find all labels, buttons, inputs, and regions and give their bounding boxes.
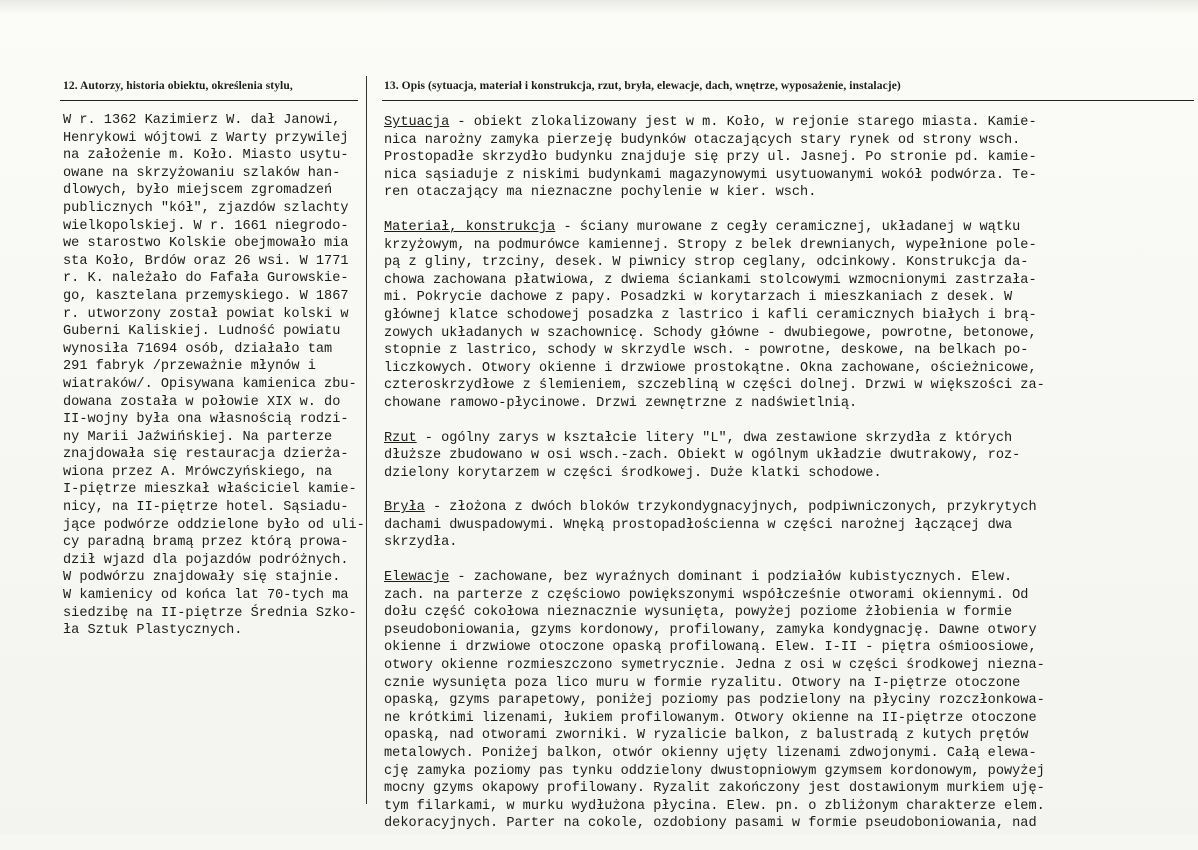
paragraph-text: - obiekt zlokalizowany jest w m. Koło, w rejonie starego miasta. Kamie- <box>449 115 1037 130</box>
description-line: dekoracyjnych. Parter na cokole, ozdobiony pasami w formie pseudoboniowania, nad <box>384 816 1037 832</box>
paragraph-lead: Elewacje <box>384 570 450 586</box>
history-line: W podwórzu znajdowały się stajnie. <box>63 570 341 586</box>
description-line: okienne i drzwiowe otoczone opaską profilowaną. Elew. I-II - piętra ośmioosiowe, <box>384 640 1037 656</box>
description-line: chowa zachowana płatwiowa, z dwiema ściankami stolcowymi wzmocnionymi zastrzała- <box>384 272 1037 288</box>
history-line: dowana została w połowie XIX w. do <box>63 394 341 410</box>
description-line <box>384 219 1194 237</box>
description-line: opaską, nad otworami zworniki. W ryzalicie balkon, z balustradą z kutych prętów <box>384 728 1029 744</box>
right-header-rule <box>382 100 1194 101</box>
history-line: II-wojny była ona własnością rodzi- <box>63 412 349 428</box>
history-line: siedzibę na II-piętrze Średnia Szko- <box>63 605 357 621</box>
description-line: nica narożny zamyka pierzeję budynków otaczających stary rynek od strony wsch. <box>384 132 1021 148</box>
paragraph-lead: Rzut <box>384 430 417 446</box>
description-text <box>384 114 1194 850</box>
description-line: krzyżowym, na podmurówce kamiennej. Stropy z belek drewnianych, wypełnione pole- <box>384 237 1037 253</box>
description-line: dachami dwuspadowymi. Wnęką prostopadłościenna w części narożnej łączącej dwa <box>384 517 1013 533</box>
description-line: mocny gzyms okapowy profilowany. Ryzalit zakończony jest dostawionym murkiem uję- <box>384 781 1045 797</box>
history-line: nicy, na II-piętrze hotel. Sąsiadu- <box>63 500 349 516</box>
page-top-shadow <box>0 0 1198 14</box>
description-line: mi. Pokrycie dachowe z papy. Posadzki w korytarzach i mieszkaniach z desek. W <box>384 290 1013 306</box>
history-line: cy paradną bramą przez którą prowa- <box>63 535 349 551</box>
history-line: ny Marii Jaźwińskiej. Na parterze <box>63 429 333 445</box>
history-line: Henrykowi wójtowi z Warty przywilej <box>63 130 349 146</box>
description-line: cznie wysunięta poza lico muru w formie ryzalitu. Otwory na I-piętrze otoczone <box>384 675 1021 691</box>
description-line <box>384 569 1194 587</box>
description-line: tym filarkami, w murku wydłużona płycina. Elew. pn. o zbliżonym charakterze elem. <box>384 798 1045 814</box>
description-line: nica sąsiaduje z niskimi budynkami magazynowymi usytuowanymi wokół podwórza. Te- <box>384 167 1037 183</box>
history-line: I-piętrze mieszkał właściciel kamie- <box>63 482 357 498</box>
history-line: we starostwo Kolskie obejmowało mia <box>63 236 349 252</box>
description-line: skrzydła. <box>384 535 458 551</box>
description-line: głównej klatce schodowej posadzka z lastrico i kafli ceramicznych białych i brą- <box>384 307 1037 323</box>
history-line: Guberni Kaliskiej. Ludność powiatu <box>63 324 341 340</box>
history-line: go, kasztelana przemyskiego. W 1867 <box>63 288 349 304</box>
history-line: wiatraków/. Opisywana kamienica zbu- <box>63 376 357 392</box>
description-line: ren otaczający ma nieznaczne pochylenie w kier. wsch. <box>384 185 817 201</box>
history-line: znajdowała się restauracja dzierża- <box>63 447 349 463</box>
history-line: dził wjazd dla pojazdów podróżnych. <box>63 552 349 568</box>
section-13-header: 13. Opis (sytuacja, materiał i konstrukcja, rzut, bryła, elewacje, dach, wnętrze, wyposażenie, instalacje) <box>384 80 901 92</box>
history-line: W r. 1362 Kazimierz W. dał Janowi, <box>63 113 341 128</box>
description-line: pą z gliny, trzciny, desek. W piwnicy strop ceglany, odcinkowy. Konstrukcja da- <box>384 255 1029 271</box>
description-line: zach. na parterze z częściowo powiększonymi współcześnie otworami okiennymi. Od <box>384 587 1029 603</box>
description-line: otwory okienne rozmieszczono symetrycznie. Jedna z osi w części środkowej niezna- <box>384 658 1045 674</box>
paragraph-text: - złożona z dwóch bloków trzykondygnacyjnych, podpiwniczonych, przykrytych <box>424 500 1037 516</box>
description-paragraph <box>384 499 1194 552</box>
description-line: zowych układanych w szachownicę. Schody główne - dwubiegowe, powrotne, betonowe, <box>384 325 1037 341</box>
history-line: ła Sztuk Plastycznych. <box>63 623 243 639</box>
description-line: ne krótkimi lizenami, łukiem profilowanym. Otwory okienne na II-piętrze otoczone <box>384 710 1037 726</box>
history-line: wielkopolskiej. W r. 1661 niegrodo- <box>63 218 349 234</box>
description-line <box>384 114 1194 132</box>
paragraph-lead: Materiał, konstrukcja <box>384 219 556 235</box>
description-line: cję zamyka poziomy pas tynku oddzielony dwustopniowym gzymsem kordonowym, powyżej <box>384 763 1045 779</box>
description-line: dołu część cokołowa nieznacznie wysunięta, powyżej poziome żłobienia w formie <box>384 605 1013 621</box>
description-line: metalowych. Poniżej balkon, otwór okienny ujęty lizenami zdwojonymi. Całą elewa- <box>384 746 1037 761</box>
paragraph-text: - zachowane, bez wyraźnych dominant i podziałów kubistycznych. Elew. <box>449 570 1013 586</box>
description-line: stopnie z lastrico, schody w skrzydle wsch. - powrotne, deskowe, na belkach po- <box>384 343 1029 359</box>
history-line: dlowych, było miejscem zgromadzeń <box>63 183 333 199</box>
description-line <box>384 499 1194 517</box>
history-line: r. K. należało do Fafała Gurowskie- <box>63 271 349 287</box>
description-line: czteroskrzydłowe z ślemieniem, szczebliną w części dolnej. Drzwi w większości za- <box>384 378 1045 394</box>
description-paragraph <box>384 219 1194 413</box>
left-header-rule <box>60 100 358 101</box>
description-paragraph <box>384 114 1194 202</box>
history-line: wiona przez A. Mrówczyńskiego, na <box>63 464 333 480</box>
history-line: wynosiła 71694 osób, działało tam <box>63 341 333 357</box>
history-text <box>63 112 363 640</box>
description-line: liczkowych. Otwory okienne i drzwiowe prostokątne. Okna zachowane, ościeżnicowe, <box>384 360 1037 376</box>
history-line: owane na skrzyżowaniu szlaków han- <box>63 165 341 181</box>
paragraph-text: - ściany murowane z cegły ceramicznej, układanej w wątku <box>555 219 1021 235</box>
history-line: jące podwórze oddzielone było od uli- <box>63 517 365 533</box>
paragraph-lead: Bryła <box>384 500 425 516</box>
description-paragraph <box>384 569 1194 833</box>
description-line: chowane ramowo-płycinowe. Drzwi zewnętrzne z nadświetlnią. <box>384 395 858 411</box>
history-line: sta Koło, Brdów oraz 26 wsi. W 1771 <box>63 253 349 269</box>
history-line: 291 fabryk /przeważnie młynów i <box>63 359 316 375</box>
description-line: dłuższe zbudowano w osi wsch.-zach. Obiekt w ogólnym układzie dwutrakowy, roz- <box>384 448 1021 464</box>
description-line <box>384 430 1194 448</box>
column-divider <box>366 76 367 804</box>
section-12-header: 12. Autorzy, historia obiektu, określenia stylu, <box>63 80 293 92</box>
history-line: W kamienicy od końca lat 70-tych ma <box>63 588 349 604</box>
history-line: r. utworzony został powiat kolski w <box>63 306 349 322</box>
paragraph-text: - ogólny zarys w kształcie litery "L", dwa zestawione skrzydła z których <box>416 430 1013 446</box>
description-paragraph <box>384 430 1194 483</box>
paragraph-lead: Sytuacja <box>384 115 450 130</box>
history-line: publicznych "kół", zjazdów szlachty <box>63 200 349 216</box>
history-line: na założenie m. Koło. Miasto usytu- <box>63 148 349 164</box>
description-line: Prostopadłe skrzydło budynku znajduje się przy ul. Jasnej. Po stronie pd. kamie- <box>384 150 1037 166</box>
description-line: pseudoboniowania, gzyms kordonowy, profilowany, zamyka kondygnację. Dawne otwory <box>384 622 1037 638</box>
description-line: dzielony korytarzem w części środkowej. Duże klatki schodowe. <box>384 465 882 481</box>
description-line: opaską, gzyms parapetowy, poniżej poziomy pas podzielony na płyciny rozczłonkowa- <box>384 693 1045 709</box>
